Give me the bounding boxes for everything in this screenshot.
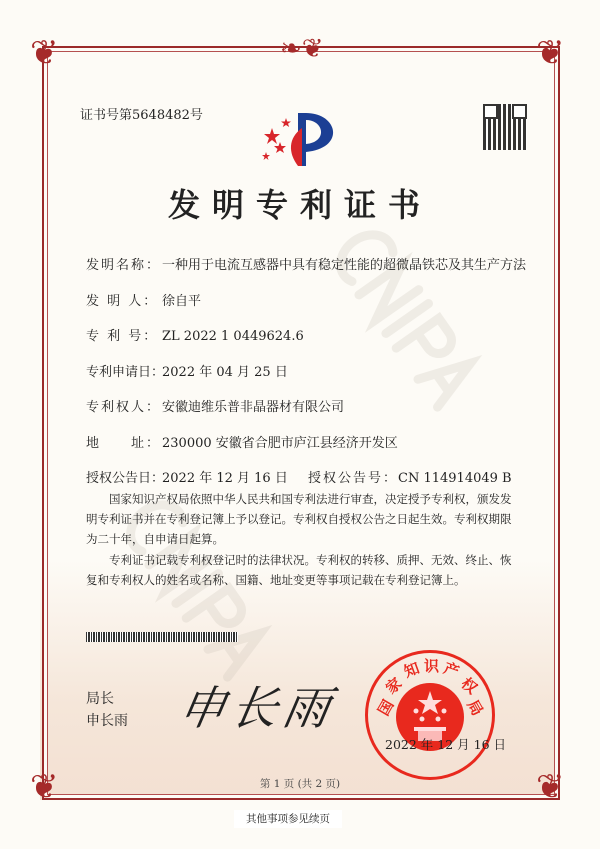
field-label: 专 利 号： xyxy=(86,329,159,344)
field-value: 徐自平 xyxy=(162,294,202,309)
page-number: 第 1 页 (共 2 页) xyxy=(259,778,341,790)
seal-character: 局 xyxy=(463,696,487,719)
seal-date: 2022 年 12 月 16 日 xyxy=(385,737,506,752)
seal-character: 识 xyxy=(424,657,440,675)
seal-character: 国 xyxy=(374,696,398,719)
qr-code xyxy=(483,104,527,150)
field-value: 2022 年 04 月 25 日 xyxy=(162,365,288,380)
statement-paragraph: 专利证书记载专利权登记时的法律状况。专利权的转移、质押、无效、终止、恢复和专利权人的姓名或名称、国籍、地址变更等事项记载在专利登记簿上。 xyxy=(86,553,512,587)
field-label: 授权公告日： xyxy=(86,471,165,486)
field-application-date xyxy=(86,361,288,380)
field-label: 发 明 人： xyxy=(86,294,159,309)
certificate-number: 证书号第5648482号 xyxy=(80,108,203,123)
official-seal xyxy=(365,650,495,780)
field-value: 安徽迪维乐普非晶器材有限公司 xyxy=(162,400,345,415)
seal-character: 权 xyxy=(457,674,481,698)
cnipa-logo xyxy=(258,108,348,168)
field-value: 230000 安徽省合肥市庐江县经济开发区 xyxy=(162,436,398,451)
field-patent-number xyxy=(86,325,304,344)
director-signature: 申长雨 xyxy=(174,681,341,735)
statement-paragraph: 国家知识产权局依照中华人民共和国专利法进行审查，决定授予专利权，颁发发明专利证书并在专利登记簿上予以登记。专利权自授权公告之日起生效。专利权期限为二十年，自申请日起算。 xyxy=(86,492,512,546)
field-label: 授权公告号： xyxy=(308,471,399,486)
field-value: 2022 年 12 月 16 日 xyxy=(162,471,288,486)
director-name: 申长雨 xyxy=(86,713,128,729)
seal-character: 知 xyxy=(401,658,422,681)
field-label: 专利权人： xyxy=(86,400,162,415)
field-address xyxy=(86,432,398,451)
field-value: CN 114914049 B xyxy=(398,471,512,486)
field-value: ZL 2022 1 0449624.6 xyxy=(162,329,304,344)
field-label: 专利申请日： xyxy=(86,365,165,380)
field-invention-title xyxy=(86,254,526,273)
field-inventor xyxy=(86,290,201,309)
corner-ornament: ❦ xyxy=(30,33,59,73)
top-ornament: ❧❦ xyxy=(280,34,324,64)
field-announcement-number xyxy=(308,467,512,486)
field-label: 地 址： xyxy=(86,436,162,451)
field-label: 发明名称： xyxy=(86,258,162,273)
corner-ornament: ❦ xyxy=(30,767,59,807)
field-grant-date xyxy=(86,467,288,486)
field-value: 一种用于电流互感器中具有稳定性能的超微晶铁芯及其生产方法 xyxy=(162,258,527,273)
barcode xyxy=(86,632,238,642)
director-title: 局长 xyxy=(86,691,114,707)
corner-ornament: ❦ xyxy=(536,767,565,807)
seal-character: 产 xyxy=(441,658,462,681)
corner-ornament: ❦ xyxy=(536,33,565,73)
certificate-title: 发明专利证书 xyxy=(167,186,432,224)
continuation-note: 其他事项参见续页 xyxy=(234,810,342,828)
field-patentee xyxy=(86,396,344,415)
seal-character: 家 xyxy=(382,674,406,698)
